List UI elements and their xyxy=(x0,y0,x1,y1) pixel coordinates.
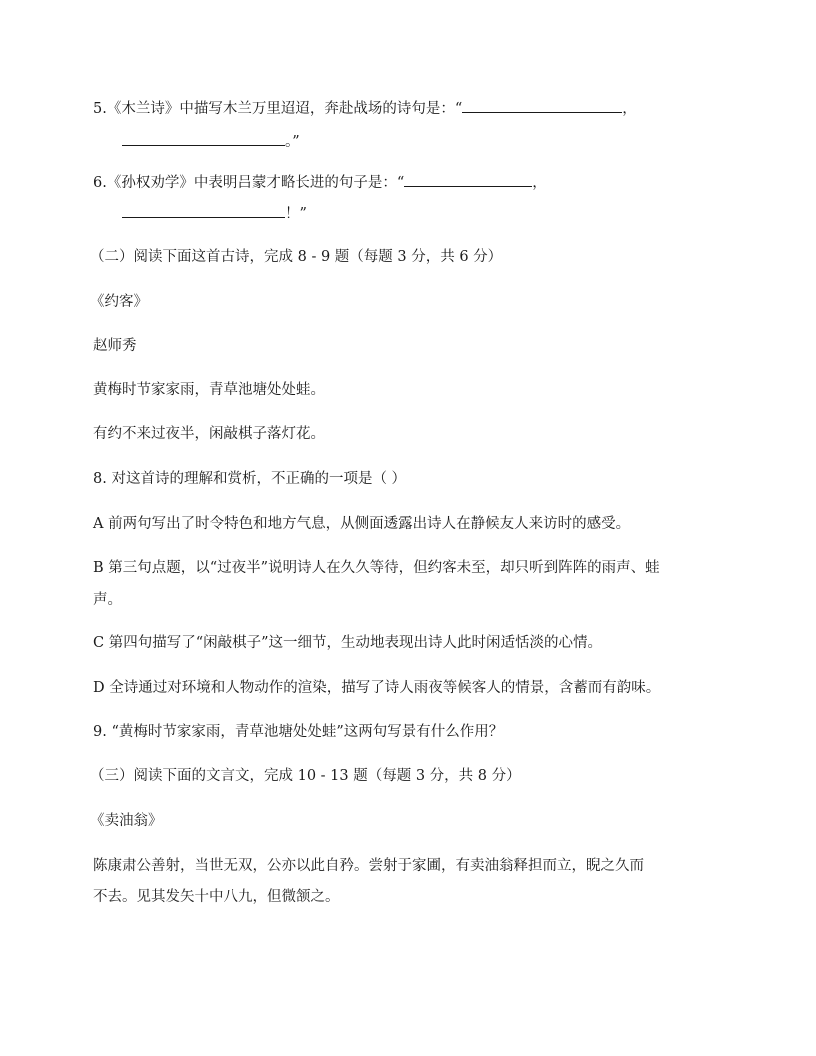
passage-line-2: 不去。见其发矢十中八九，但微颔之。 xyxy=(93,889,340,905)
question-8-option-b-line-1: B 第三句点题，以“过夜半”说明诗人在久久等待，但约客未至，却只听到阵阵的雨声、蛙 xyxy=(93,560,660,576)
question-6-suffix: ！” xyxy=(285,206,307,222)
section-2-heading: （二）阅读下面这首古诗，完成 8 - 9 题（每题 3 分，共 6 分） xyxy=(90,249,503,265)
question-5-line-2 xyxy=(122,130,300,152)
poem-author: 赵师秀 xyxy=(93,338,137,354)
question-6-line-2 xyxy=(122,202,307,224)
text-title: 《卖油翁》 xyxy=(90,813,163,829)
question-5-prompt: 5.《木兰诗》中描写木兰万里迢迢，奔赴战场的诗句是：“ xyxy=(93,101,463,117)
question-8-option-c: C 第四句描写了“闲敲棋子”这一细节，生动地表现出诗人此时闲适恬淡的心情。 xyxy=(93,635,603,651)
question-9: 9. “黄梅时节家家雨，青草池塘处处蛙”这两句写景有什么作用？ xyxy=(93,724,504,740)
question-6-line-1 xyxy=(93,171,547,193)
answer-blank-6a[interactable] xyxy=(404,171,532,187)
poem-line-1: 黄梅时节家家雨，青草池塘处处蛙。 xyxy=(93,382,325,398)
question-6-separator: ， xyxy=(532,175,547,191)
question-5-suffix: 。” xyxy=(285,134,300,150)
answer-blank-5b[interactable] xyxy=(122,130,285,146)
question-5-separator: ， xyxy=(622,101,637,117)
poem-line-2: 有约不来过夜半，闲敲棋子落灯花。 xyxy=(93,426,325,442)
passage-line-1: 陈康肃公善射，当世无双，公亦以此自矜。尝射于家圃，有卖油翁释担而立，睨之久而 xyxy=(93,858,644,874)
question-6-prompt: 6.《孙权劝学》中表明吕蒙才略长进的句子是：“ xyxy=(93,175,405,191)
section-3-heading: （三）阅读下面的文言文，完成 10 - 13 题（每题 3 分，共 8 分） xyxy=(90,768,521,784)
question-8-option-b-line-2: 声。 xyxy=(93,592,122,608)
question-5-line-1 xyxy=(93,97,637,119)
answer-blank-6b[interactable] xyxy=(122,202,285,218)
answer-blank-5a[interactable] xyxy=(462,97,622,113)
question-8-option-d: D 全诗通过对环境和人物动作的渲染，描写了诗人雨夜等候客人的情景，含蓄而有韵味。 xyxy=(93,680,661,696)
question-8: 8. 对这首诗的理解和赏析，不正确的一项是（ ） xyxy=(93,471,407,487)
question-8-option-a: A 前两句写出了时令特色和地方气息，从侧面透露出诗人在静候友人来访时的感受。 xyxy=(93,516,631,532)
poem-title: 《约客》 xyxy=(90,294,148,310)
